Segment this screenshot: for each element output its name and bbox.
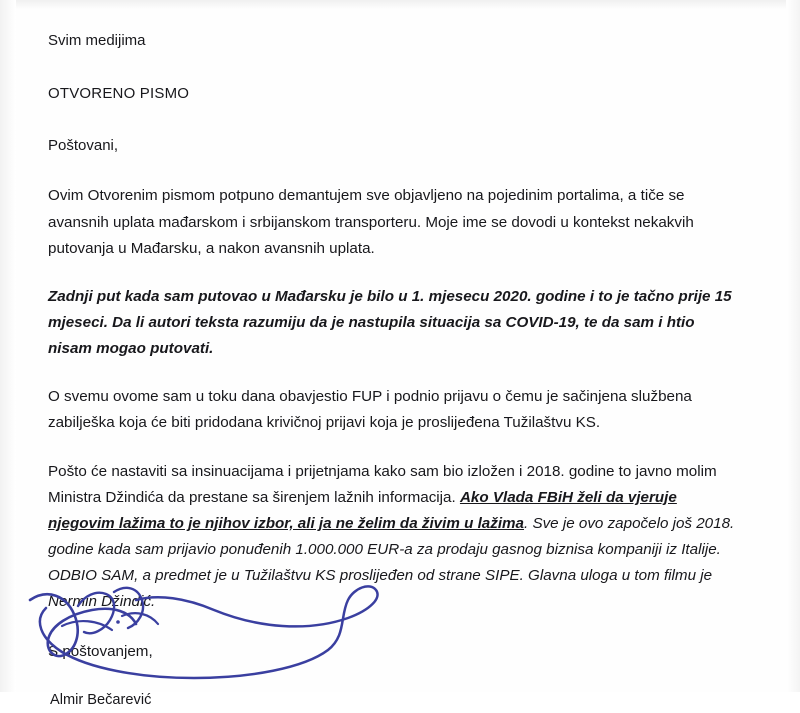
paragraph-4-text-after: . Sve je ovo započelo još 2018. godine kada sam prijavio ponuđenih 1.000.000 EUR-a za prodaju gasnog biznisa kompaniji iz Italije. ODBIO SAM, a predmet je u Tužilaštvu KS proslijeđen od strane SIPE. Glavna uloga u tom filmu je Nermin Džindić. bbox=[48, 514, 735, 611]
letter-recipient: Svim medijima bbox=[48, 32, 146, 49]
paragraph-4-emphasis: Ako Vlada FBiH želi da vjeruje njegovim lažima to je njihov izbor, ali ja ne želim da živim u lažima bbox=[48, 488, 677, 532]
paragraph-4-text-before: Pošto će nastaviti sa insinuacijama i prijetnjama kako sam bio izložen i 2018. godine to javno molim Ministra Džindića da prestane sa širenjem lažnih informacija. bbox=[48, 462, 717, 506]
page-edge-top bbox=[0, 0, 800, 10]
letter-paragraph-1: Ovim Otvorenim pismom potpuno demantujem sve objavljeno na pojedinim portalima, a tiče se avansnih uplata mađarskom i srbijanskom transporteru. Moje ime se dovodi u kontekst nekakvih putovanja u Mađarsku, a nakon avansnih uplata. bbox=[48, 187, 694, 257]
letter-paragraph-4 bbox=[48, 459, 740, 616]
letter-body bbox=[48, 28, 740, 713]
letter-signer-name: Almir Bečarević bbox=[50, 691, 152, 708]
letter-subject: OTVORENO PISMO bbox=[48, 84, 190, 102]
page-edge-right bbox=[786, 0, 800, 692]
letter-paragraph-2: Zadnji put kada sam putovao u Mađarsku je bilo u 1. mjesecu 2020. godine i to je tačno prije 15 mjeseci. Da li autori teksta razumiju da je nastupila situacija sa COVID-19, te da sam i htio nisam mogao putovati. bbox=[48, 287, 732, 358]
letter-salutation: Poštovani, bbox=[48, 136, 119, 154]
letter-paragraph-3: O svemu ovome sam u toku dana obavjestio FUP i podnio prijavu o čemu je sačinjena službena zabilješka koja će biti pridodana krivičnoj prijavi koja je proslijeđena Tužilaštvu KS. bbox=[48, 388, 692, 432]
page-edge-left bbox=[0, 0, 16, 692]
letter-closing: S poštovanjem, bbox=[48, 643, 153, 661]
